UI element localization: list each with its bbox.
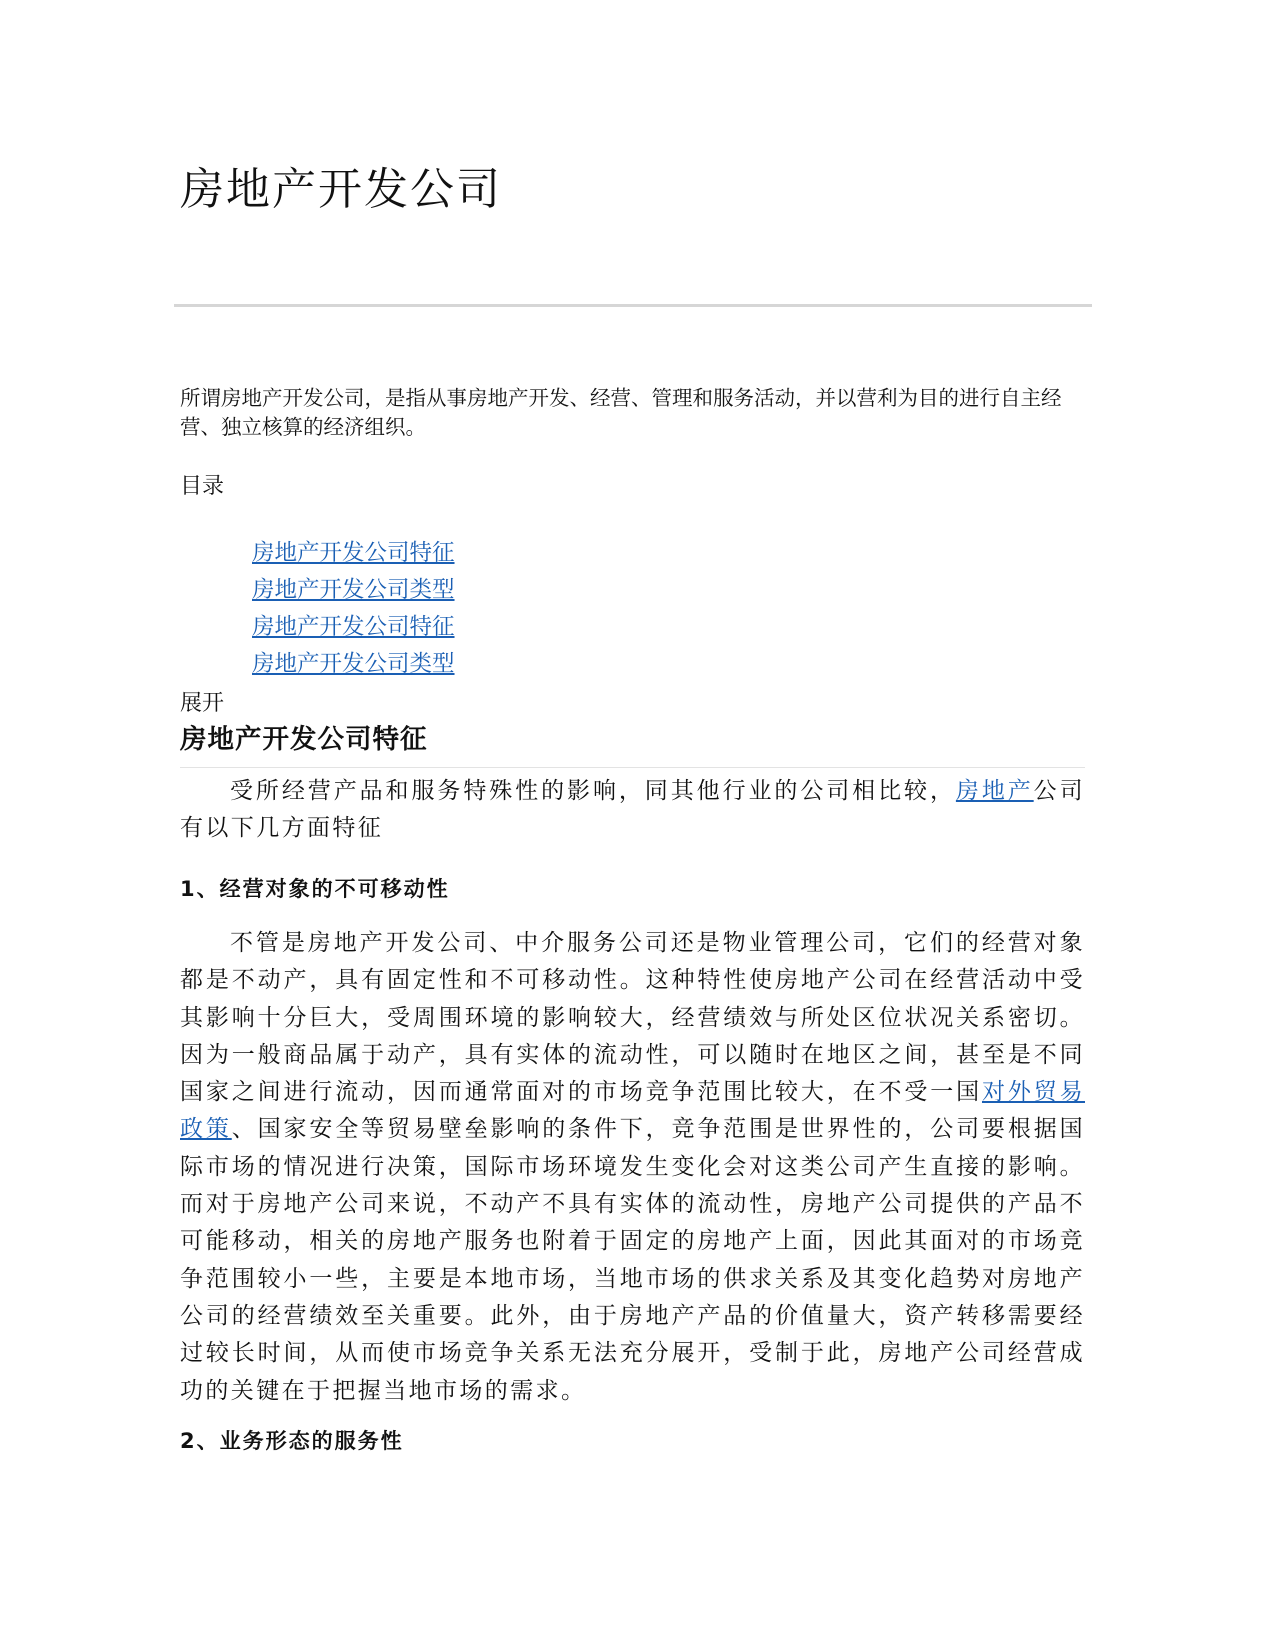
toc-item [252,612,455,649]
toc-link-types[interactable]: 房地产开发公司类型 [252,577,455,603]
intro-text-after: 公司有以下几方面特征 [180,778,1085,842]
paragraph-text-after: 、国家安全等贸易壁垒影响的条件下，竞争范围是世界性的，公司要根据国际市场的情况进行决策，国际市场环境发生变化会对这类公司产生直接的影响。而对于房地产公司来说，不动产不具有实体的流动性，房地产公司提供的产品不可能移动，相关的房地产服务也附着于固定的房地产上面，因此其面对的市场竞争范围较小一些，主要是本地市场，当地市场的供求关系及其变化趋势对房地产公司的经营绩效至关重要。此外，由于房地产产品的价值量大，资产转移需要经过较长时间，从而使市场竞争关系无法充分展开，受制于此，房地产公司经营成功的关键在于把握当地市场的需求。 [180,1116,1085,1404]
paragraph-text-before: 不管是房地产开发公司、中介服务公司还是物业管理公司，它们的经营对象都是不动产，具有固定性和不可移动性。这种特性使房地产公司在经营活动中受其影响十分巨大，受周围环境的影响较大，经营绩效与所处区位状况关系密切。因为一般商品属于动产，具有实体的流动性，可以随时在地区之间，甚至是不同国家之间进行流动，因而通常面对的市场竞争范围比较大，在不受一国 [180,930,1085,1106]
toc-list [252,538,455,686]
toc-item [252,538,455,575]
toc-link-types-2[interactable]: 房地产开发公司类型 [252,651,455,677]
immobility-paragraph [180,925,1085,1410]
intro-text-before: 受所经营产品和服务特殊性的影响，同其他行业的公司相比较， [230,778,956,804]
toc-link-features[interactable]: 房地产开发公司特征 [252,540,455,566]
subheading-immobility: 1、经营对象的不可移动性 [180,877,450,901]
toc-heading: 目录 [180,474,225,499]
toc-item [252,649,455,686]
section-divider [180,767,1085,768]
section-intro-paragraph [180,773,1085,848]
toc-expand-toggle[interactable]: 展开 [180,691,225,716]
page-title: 房地产开发公司 [180,164,502,215]
subheading-service-nature: 2、业务形态的服务性 [180,1429,404,1453]
title-divider [174,304,1092,307]
real-estate-link[interactable]: 房地产 [955,778,1034,804]
toc-item [252,575,455,612]
section-heading: 房地产开发公司特征 [180,724,428,755]
foreign-trade-policy-link[interactable]: 对外贸易政策 [180,1079,1085,1143]
toc-link-features-2[interactable]: 房地产开发公司特征 [252,614,455,640]
summary-paragraph: 所谓房地产开发公司，是指从事房地产开发、经营、管理和服务活动，并以营利为目的进行自主经营、独立核算的经济组织。 [180,386,1062,439]
